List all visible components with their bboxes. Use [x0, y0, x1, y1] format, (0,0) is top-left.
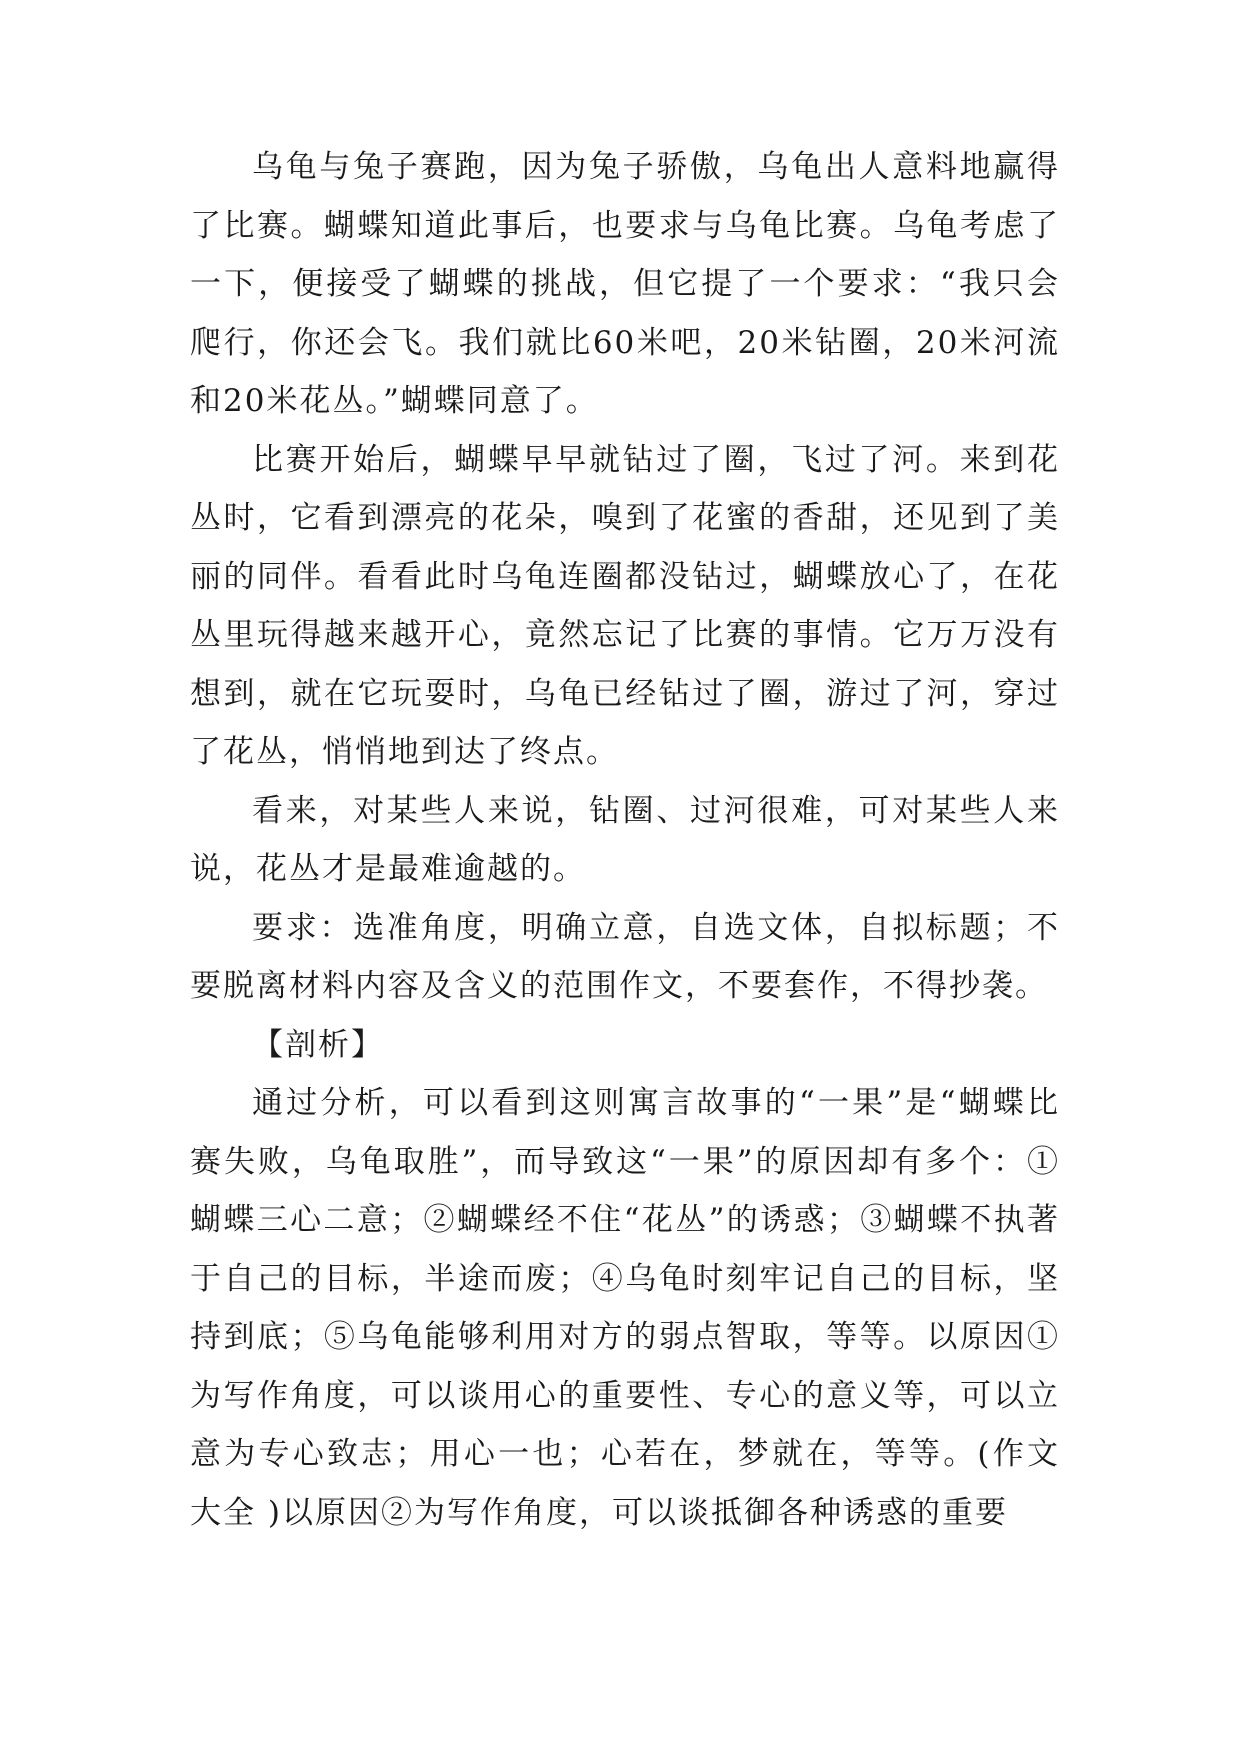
analysis-paragraph: 通过分析，可以看到这则寓言故事的“一果”是“蝴蝶比赛失败，乌龟取胜”，而导致这“一果”的原因却有多个：①蝴蝶三心二意；②蝴蝶经不住“花丛”的诱惑；③蝴蝶不执著于自己的目标，半途而废；④乌龟时刻牢记自己的目标，坚持到底；⑤乌龟能够利用对方的弱点智取，等等。以原因①为写作角度，可以谈用心的重要性、专心的意义等，可以立意为专心致志；用心一也；心若在，梦就在，等等。(作文大全 )以原因②为写作角度，可以谈抵御各种诱惑的重要 — [190, 1085, 1060, 1531]
requirements-paragraph: 要求：选准角度，明确立意，自选文体，自拟标题；不要脱离材料内容及含义的范围作文，不要套作，不得抄袭。 — [190, 909, 1060, 1004]
story-paragraph-2: 比赛开始后，蝴蝶早早就钻过了圈，飞过了河。来到花丛时，它看到漂亮的花朵，嗅到了花蜜的香甜，还见到了美丽的同伴。看看此时乌龟连圈都没钻过，蝴蝶放心了，在花丛里玩得越来越开心，竟然忘记了比赛的事情。它万万没有想到，就在它玩耍时，乌龟已经钻过了圈，游过了河，穿过了花丛，悄悄地到达了终点。 — [190, 441, 1060, 770]
section-heading: 【剖析】 — [252, 1026, 384, 1063]
story-paragraph-3: 看来，对某些人来说，钻圈、过河很难，可对某些人来说，花丛才是最难逾越的。 — [190, 792, 1060, 887]
document-page — [190, 138, 1060, 1542]
story-paragraph-1: 乌龟与兔子赛跑，因为兔子骄傲，乌龟出人意料地赢得了比赛。蝴蝶知道此事后，也要求与乌龟比赛。乌龟考虑了一下，便接受了蝴蝶的挑战，但它提了一个要求：“我只会爬行，你还会飞。我们就比60米吧，20米钻圈，20米河流和20米花丛。”蝴蝶同意了。 — [190, 149, 1060, 419]
